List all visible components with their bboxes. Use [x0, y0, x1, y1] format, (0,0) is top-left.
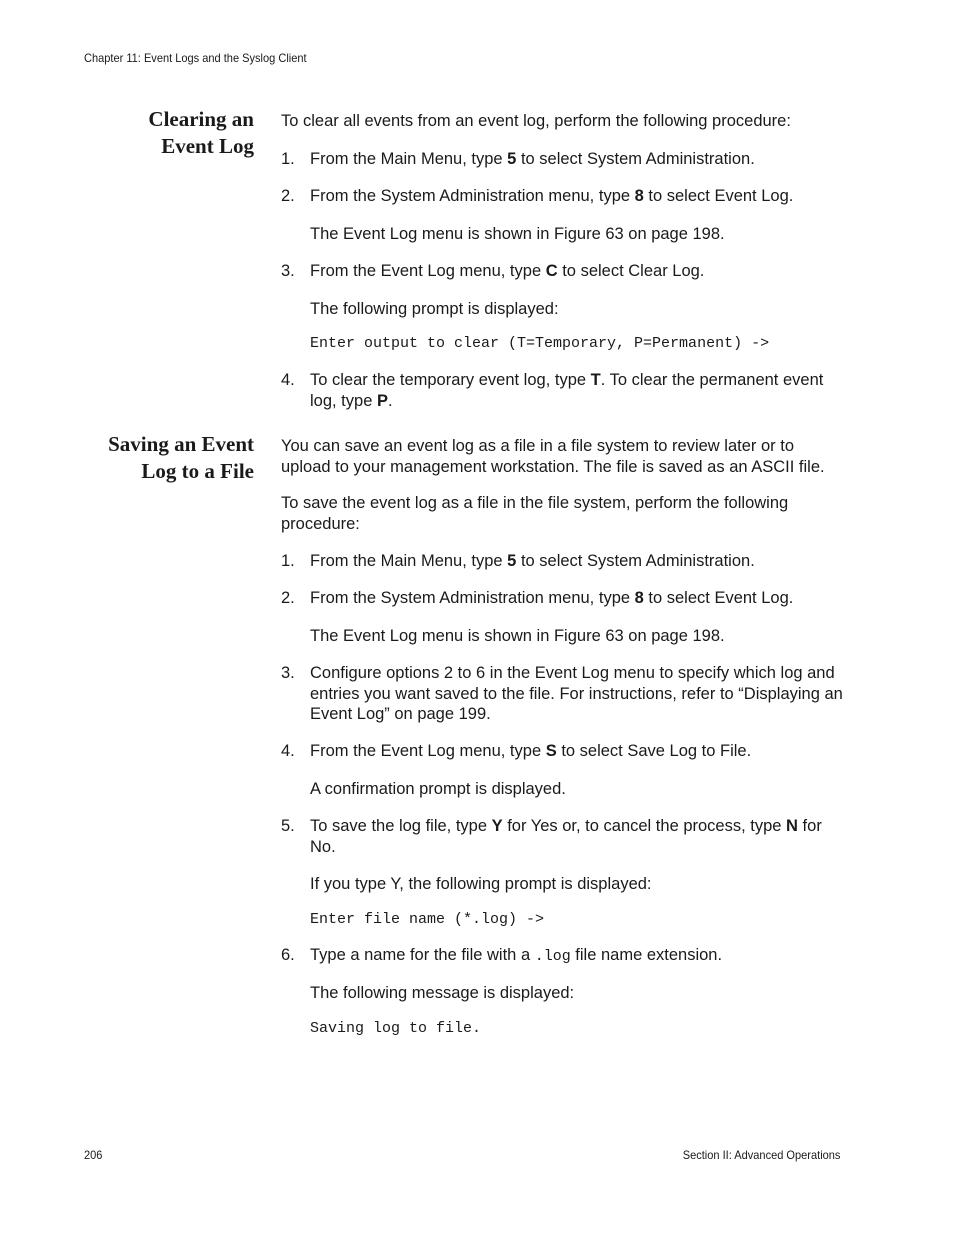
step-text: From the Main Menu, type 5 to select System Administration.	[310, 150, 755, 168]
step-number: 1.	[281, 150, 295, 168]
step-number: 3.	[281, 664, 295, 682]
step-text: To save the log file, type Y for Yes or, to cancel the process, type N for No.	[310, 817, 822, 856]
step-text: To clear the temporary event log, type T. To clear the permanent event log, type P.	[310, 371, 824, 410]
menu-key: S	[545, 742, 557, 760]
menu-key: Y	[491, 817, 503, 835]
menu-key: 5	[507, 552, 517, 570]
step-text: Configure options 2 to 6 in the Event Log menu to specify which log and entries you want saved to the file. For instructions, refer to “Displaying an Event Log” on page 199.	[310, 664, 843, 723]
saving-prompt-code: Enter file name (*.log) ->	[310, 911, 545, 928]
menu-key: 8	[634, 187, 644, 205]
saving-message-code: Saving log to file.	[310, 1020, 482, 1037]
step-number: 2.	[281, 187, 295, 205]
saving-note-6: The following message is displayed:	[310, 984, 575, 1002]
saving-note-5: If you type Y, the following prompt is displayed:	[310, 875, 652, 893]
section-heading-saving	[34, 431, 254, 485]
step-number: 3.	[281, 262, 295, 280]
clearing-note-2: The Event Log menu is shown in Figure 63 on page 198.	[310, 225, 725, 243]
heading-line: Log to a File	[141, 459, 254, 483]
heading-line: Clearing an	[148, 107, 254, 131]
page-number: 206	[84, 1148, 103, 1162]
step-text: From the System Administration menu, type 8 to select Event Log.	[310, 187, 794, 205]
menu-key: C	[545, 262, 558, 280]
step-number: 1.	[281, 552, 295, 570]
clearing-prompt-code: Enter output to clear (T=Temporary, P=Permanent) ->	[310, 335, 770, 352]
step-text: From the System Administration menu, type 8 to select Event Log.	[310, 589, 794, 607]
step-text: Type a name for the file with a .log file name extension.	[310, 946, 723, 965]
clearing-note-3: The following prompt is displayed:	[310, 300, 559, 318]
running-footer: Section II: Advanced Operations	[682, 1148, 840, 1162]
menu-key: 5	[507, 150, 517, 168]
step-text: From the Event Log menu, type S to select Save Log to File.	[310, 742, 752, 760]
menu-key: 8	[634, 589, 644, 607]
step-number: 2.	[281, 589, 295, 607]
menu-key: N	[786, 817, 798, 835]
step-text: From the Main Menu, type 5 to select System Administration.	[310, 552, 755, 570]
menu-key: T	[590, 371, 601, 389]
step-text: From the Event Log menu, type C to select Clear Log.	[310, 262, 705, 280]
step-number: 4.	[281, 371, 295, 389]
heading-line: Saving an Event	[108, 432, 254, 456]
section-heading-clearing	[34, 106, 254, 160]
running-header: Chapter 11: Event Logs and the Syslog Client	[84, 51, 307, 65]
step-number: 4.	[281, 742, 295, 760]
saving-intro-2: To save the event log as a file in the file system, perform the following procedure:	[281, 494, 789, 533]
menu-key: P	[376, 391, 388, 410]
step-number: 5.	[281, 817, 295, 835]
file-extension: .log	[534, 948, 571, 965]
saving-intro-1: You can save an event log as a file in a file system to review later or to upload to your management workstation. The file is saved as an ASCII file.	[281, 437, 825, 476]
saving-note-4: A confirmation prompt is displayed.	[310, 780, 566, 798]
heading-line: Event Log	[161, 134, 254, 158]
clearing-intro: To clear all events from an event log, perform the following procedure:	[281, 112, 791, 130]
saving-note-2: The Event Log menu is shown in Figure 63 on page 198.	[310, 627, 725, 645]
step-number: 6.	[281, 946, 295, 964]
